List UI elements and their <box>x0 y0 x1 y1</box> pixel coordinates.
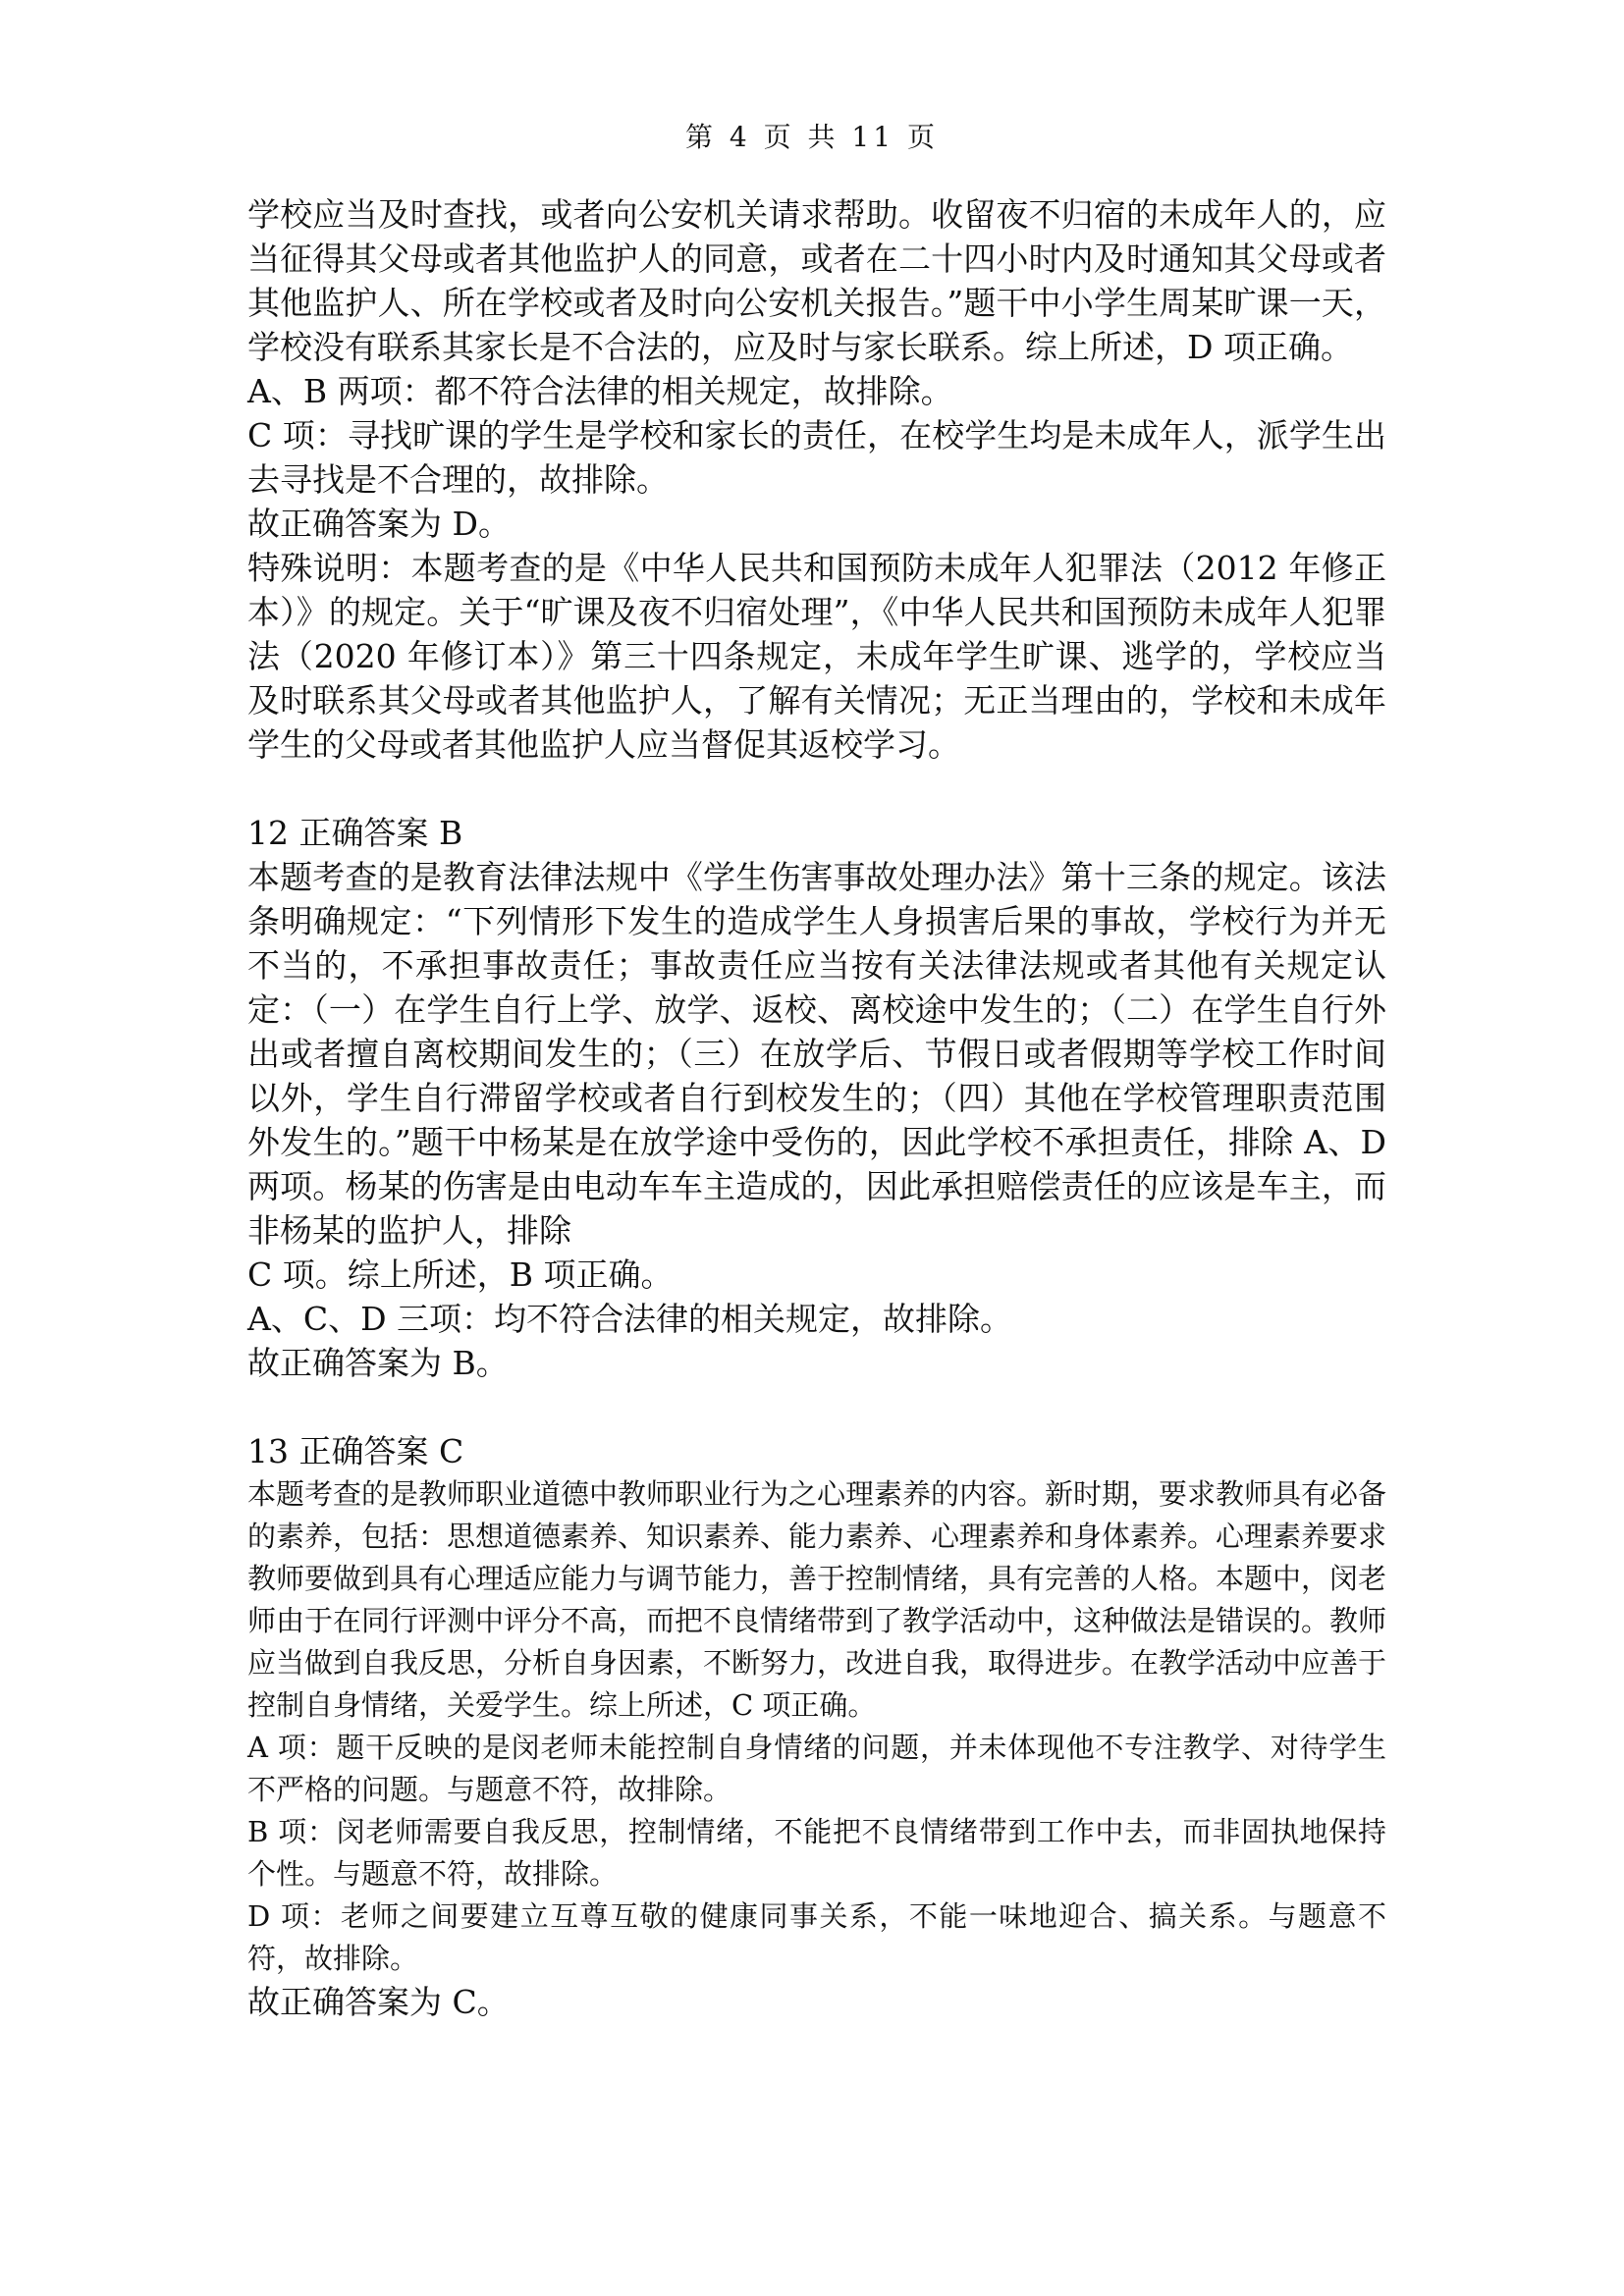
q12-heading: 12 正确答案 B <box>247 814 463 852</box>
q12-option-acd: A、C、D 三项：均不符合法律的相关规定，故排除。 <box>247 1300 1013 1338</box>
q12-explanation: 本题考查的是教育法律法规中《学生伤害事故处理办法》第十三条的规定。该法条明确规定：“下列情形下发生的造成学生人身损害后果的事故，学校行为并无不当的，不承担事故责任；事故责任应当按有关法律法规或者其他有关规定认定：（一）在学生自行上学、放学、返校、离校途中发生的；（二）在学生自行外出或者擅自离校期间发生的；（三）在放学后、节假日或者假期等学校工作时间以外，学生自行滞留学校或者自行到校发生的；（四）其他在学校管理职责范围外发生的。”题干中杨某是在放学途中受伤的，因此学校不承担责任，排除 A、D 两项。杨某的伤害是由电动车车主造成的，因此承担赔偿责任的应该是车主，而非杨某的监护人，排除 <box>247 858 1386 1250</box>
q11-special-note: 特殊说明：本题考查的是《中华人民共和国预防未成年人犯罪法（2012 年修正本）》的规定。关于“旷课及夜不归宿处理”，《中华人民共和国预防未成年人犯罪法（2020 年修订本）》第三十四条规定，未成年学生旷课、逃学的，学校应当及时联系其父母或者其他监护人，了解有关情况；无正当理由的，学校和未成年学生的父母或者其他监护人应当督促其返校学习。 <box>247 549 1386 764</box>
q12-answer: 故正确答案为 B。 <box>247 1344 509 1382</box>
answer-11-continued <box>247 192 1386 767</box>
answer-13 <box>247 1429 1386 2024</box>
document-body <box>247 192 1386 2024</box>
q11-option-ab: A、B 两项：都不符合法律的相关规定，故排除。 <box>247 372 953 410</box>
q13-option-b: B 项：闵老师需要自我反思，控制情绪，不能把不良情绪带到工作中去，而非固执地保持个性。与题意不符，故排除。 <box>247 1815 1386 1891</box>
q13-heading: 13 正确答案 C <box>247 1432 464 1470</box>
q11-answer: 故正确答案为 D。 <box>247 505 511 543</box>
section-spacer <box>247 767 1386 811</box>
q13-option-d: D 项：老师之间要建立互尊互敬的健康同事关系，不能一味地迎合、搞关系。与题意不符，故排除。 <box>247 1899 1386 1975</box>
q11-option-c: C 项：寻找旷课的学生是学校和家长的责任，在校学生均是未成年人，派学生出去寻找是不合理的，故排除。 <box>247 416 1386 499</box>
q11-explanation: 学校应当及时查找，或者向公安机关请求帮助。收留夜不归宿的未成年人的，应当征得其父母或者其他监护人的同意，或者在二十四小时内及时通知其父母或者其他监护人、所在学校或者及时向公安机关报告。”题干中小学生周某旷课一天，学校没有联系其家长是不合法的，应及时与家长联系。综上所述，D 项正确。 <box>247 195 1386 366</box>
q12-conclusion: C 项。综上所述，B 项正确。 <box>247 1255 674 1294</box>
section-spacer <box>247 1385 1386 1429</box>
q13-answer: 故正确答案为 C。 <box>247 1983 510 2021</box>
q13-option-a: A 项：题干反映的是闵老师未能控制自身情绪的问题，并未体现他不专注教学、对待学生不严格的问题。与题意不符，故排除。 <box>247 1731 1386 1806</box>
answer-12 <box>247 811 1386 1385</box>
q13-explanation: 本题考查的是教师职业道德中教师职业行为之心理素养的内容。新时期，要求教师具有必备的素养，包括：思想道德素养、知识素养、能力素养、心理素养和身体素养。心理素养要求教师要做到具有心理适应能力与调节能力，善于控制情绪，具有完善的人格。本题中，闵老师由于在同行评测中评分不高，而把不良情绪带到了教学活动中，这种做法是错误的。教师应当做到自我反思，分析自身因素，不断努力，改进自我，取得进步。在教学活动中应善于控制自身情绪，关爱学生。综上所述，C 项正确。 <box>247 1477 1387 1722</box>
page-number-header: 第 4 页 共 11 页 <box>685 121 939 153</box>
